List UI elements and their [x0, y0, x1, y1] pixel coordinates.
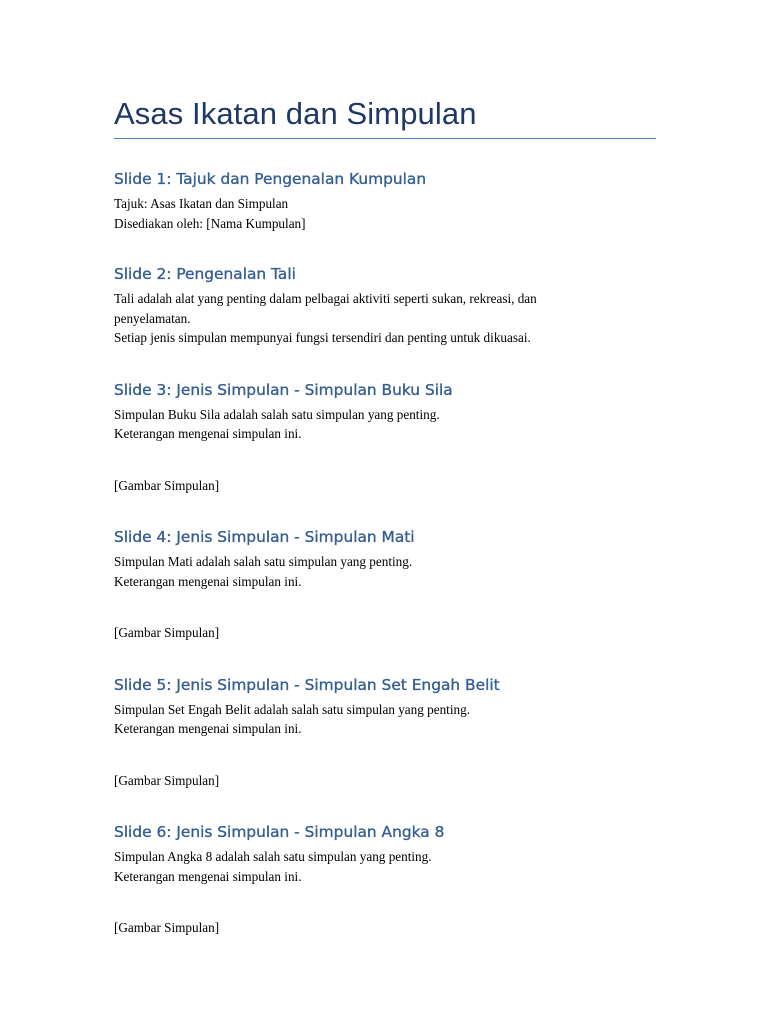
body-line: Keterangan mengenai simpulan ini.	[114, 426, 302, 441]
section-heading: Slide 2: Pengenalan Tali	[114, 265, 296, 283]
body-line: Simpulan Mati adalah salah satu simpulan yang penting.	[114, 554, 413, 569]
section-heading: Slide 4: Jenis Simpulan - Simpulan Mati	[114, 528, 415, 546]
section-slide-2	[114, 264, 656, 348]
section-heading: Slide 3: Jenis Simpulan - Simpulan Buku Sila	[114, 380, 453, 399]
body-line: Disediakan oleh: [Nama Kumpulan]	[114, 215, 306, 231]
body-line: Keterangan mengenai simpulan ini.	[114, 573, 302, 589]
image-placeholder: [Gambar Simpulan]	[114, 920, 220, 935]
section-heading: Slide 6: Jenis Simpulan - Simpulan Angka 8	[114, 823, 445, 841]
section-slide-5	[114, 675, 656, 791]
title-divider	[114, 138, 656, 139]
section-slide-6	[114, 822, 656, 938]
body-line: Simpulan Angka 8 adalah salah satu simpulan yang penting.	[114, 849, 432, 864]
image-placeholder: [Gambar Simpulan]	[114, 477, 220, 493]
section-slide-4	[114, 527, 656, 643]
image-placeholder: [Gambar Simpulan]	[114, 772, 220, 788]
section-slide-1	[114, 169, 656, 233]
body-line: Tajuk: Asas Ikatan dan Simpulan	[114, 196, 289, 211]
document-page	[114, 92, 656, 938]
section-heading: Slide 5: Jenis Simpulan - Simpulan Set Engah Belit	[114, 675, 500, 694]
body-line: Simpulan Set Engah Belit adalah salah satu simpulan yang penting.	[114, 701, 470, 717]
body-line: Keterangan mengenai simpulan ini.	[114, 721, 302, 736]
body-line: Simpulan Buku Sila adalah salah satu simpulan yang penting.	[114, 406, 440, 422]
body-line: penyelamatan.	[114, 310, 191, 326]
body-line: Tali adalah alat yang penting dalam pelbagai aktiviti seperti sukan, rekreasi, dan	[114, 291, 537, 306]
body-line: Keterangan mengenai simpulan ini.	[114, 868, 302, 884]
section-heading: Slide 1: Tajuk dan Pengenalan Kumpulan	[114, 170, 427, 188]
body-line: Setiap jenis simpulan mempunyai fungsi tersendiri dan penting untuk dikuasai.	[114, 330, 531, 345]
image-placeholder: [Gambar Simpulan]	[114, 625, 220, 640]
document-title: Asas Ikatan dan Simpulan	[114, 96, 477, 131]
section-slide-3	[114, 380, 656, 496]
